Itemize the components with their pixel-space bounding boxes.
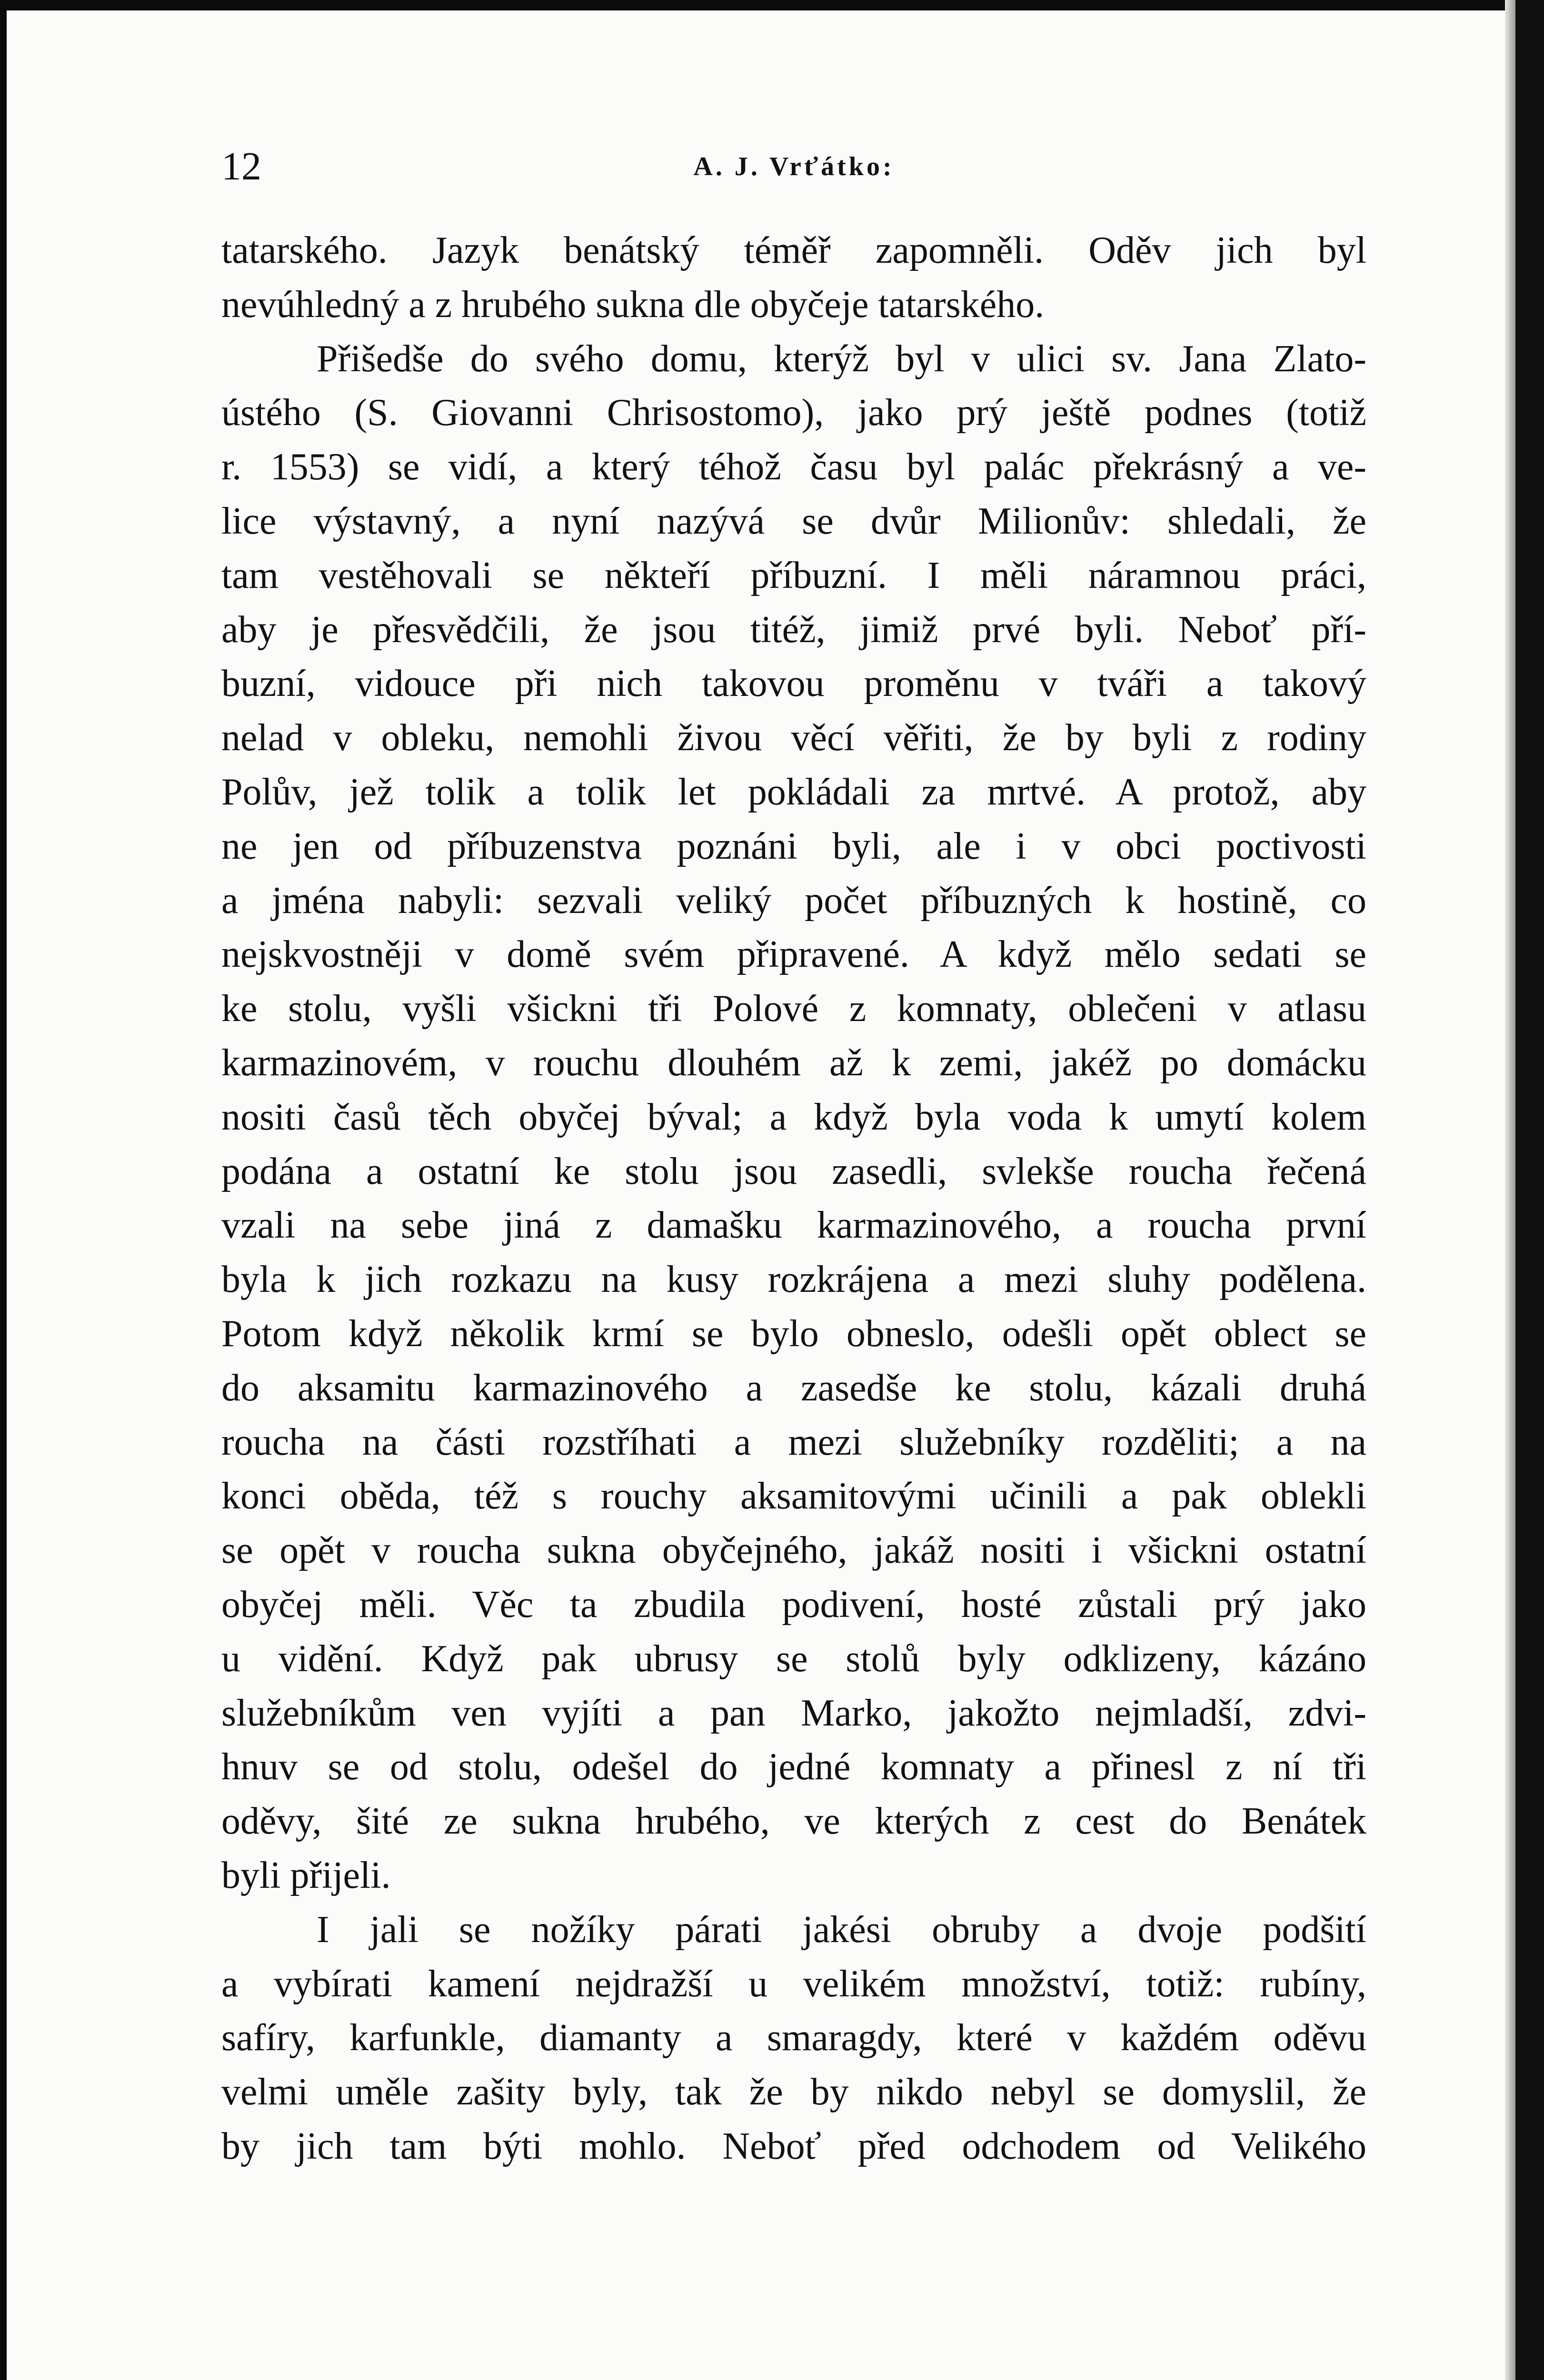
text-line: do aksamitu karmazinového a zasedše ke stolu, kázali druhá [221,1367,1366,1409]
text-line: se opět v roucha sukna obyčejného, jakáž nositi i všickni ostatní [221,1529,1366,1572]
text-line: Polův, jež tolik a tolik let pokládali za mrtvé. A protož, aby [221,771,1366,813]
running-head [221,131,1366,202]
text-line: byla k jich rozkazu na kusy rozkrájena a mezi sluhy podělena. [221,1259,1366,1301]
text-line: by jich tam býti mohlo. Neboť před odchodem od Velikého [221,2125,1366,2167]
text-line: I jali se nožíky párati jakési obruby a dvoje podšití [317,1908,1366,1951]
text-line: podána a ostatní ke stolu jsou zasedli, svlekše roucha řečená [221,1150,1366,1192]
text-line: velmi uměle zašity byly, tak že by nikdo nebyl se domyslil, že [221,2071,1366,2113]
text-line: r. 1553) se vidí, a který téhož času byl palác překrásný a ve- [221,446,1366,488]
scan-edge-right [1515,0,1544,2380]
text-line: nositi časů těch obyčej býval; a když byla voda k umytí kolem [221,1096,1366,1138]
text-line: safíry, karfunkle, diamanty a smaragdy, které v každém oděvu [221,2017,1366,2059]
scan-edge-top [0,0,1544,10]
text-line: hnuv se od stolu, odešel do jedné komnaty a přinesl z ní tři [221,1746,1366,1788]
text-line: nelad v obleku, nemohli živou věcí věřiti, že by byli z rodiny [221,717,1366,759]
text-line: buzní, vidouce při nich takovou proměnu v tváři a takový [221,663,1366,705]
text-line: roucha na části rozstříhati a mezi služebníky rozděliti; a na [221,1421,1366,1463]
text-line: obyčej měli. Věc ta zbudila podivení, hosté zůstali prý jako [221,1583,1366,1626]
body-text [221,224,1366,2174]
text-line: oděvy, šité ze sukna hrubého, ve kterých z cest do Benátek [221,1800,1366,1843]
text-line: aby je přesvědčili, že jsou titéž, jimiž prvé byli. Neboť pří- [221,608,1366,651]
running-title: A. J. Vrťátko: [693,152,895,181]
text-line: u vidění. Když pak ubrusy se stolů byly odklizeny, kázáno [221,1637,1366,1680]
text-line: a jména nabyli: sezvali veliký počet příbuzných k hostině, co [221,879,1366,922]
text-line: ke stolu, vyšli všickni tři Polové z komnaty, oblečeni v atlasu [221,988,1366,1030]
text-line: konci oběda, též s rouchy aksamitovými učinili a pak oblekli [221,1475,1366,1517]
text-line: lice výstavný, a nyní nazývá se dvůr Milionův: shledali, že [221,500,1366,542]
text-line: karmazinovém, v rouchu dlouhém až k zemi, jakéž po domácku [221,1041,1366,1084]
text-line: nejskvostněji v domě svém připravené. A když mělo sedati se [221,933,1366,976]
text-line: byli přijeli. [221,1854,391,1896]
text-line: a vybírati kamení nejdražší u velikém množství, totiž: rubíny, [221,1963,1366,2005]
text-line: Potom když několik krmí se bylo obneslo, odešli opět oblect se [221,1312,1366,1355]
text-line: služebníkům ven vyjíti a pan Marko, jakožto nejmladší, zdvi- [221,1692,1366,1734]
text-line: tatarského. Jazyk benátský téměř zapomněli. Oděv jich byl [221,229,1366,271]
scan-edge-left [0,0,7,2380]
text-line: vzali na sebe jiná z damašku karmazinového, a roucha první [221,1204,1366,1247]
page-gutter-shadow [1505,0,1515,2380]
text-line: ne jen od příbuzenstva poznáni byli, ale i v obci poctivosti [221,825,1366,867]
text-line: nevúhledný a z hrubého sukna dle obyčeje tatarského. [221,283,1045,326]
text-line: Přišedše do svého domu, kterýž byl v ulici sv. Jana Zlato- [317,337,1366,380]
text-line: ústého (S. Giovanni Chrisostomo), jako prý ještě podnes (totiž [221,392,1366,434]
text-line: tam vestěhovali se někteří příbuzní. I měli náramnou práci, [221,554,1366,596]
page-number: 12 [221,144,261,188]
